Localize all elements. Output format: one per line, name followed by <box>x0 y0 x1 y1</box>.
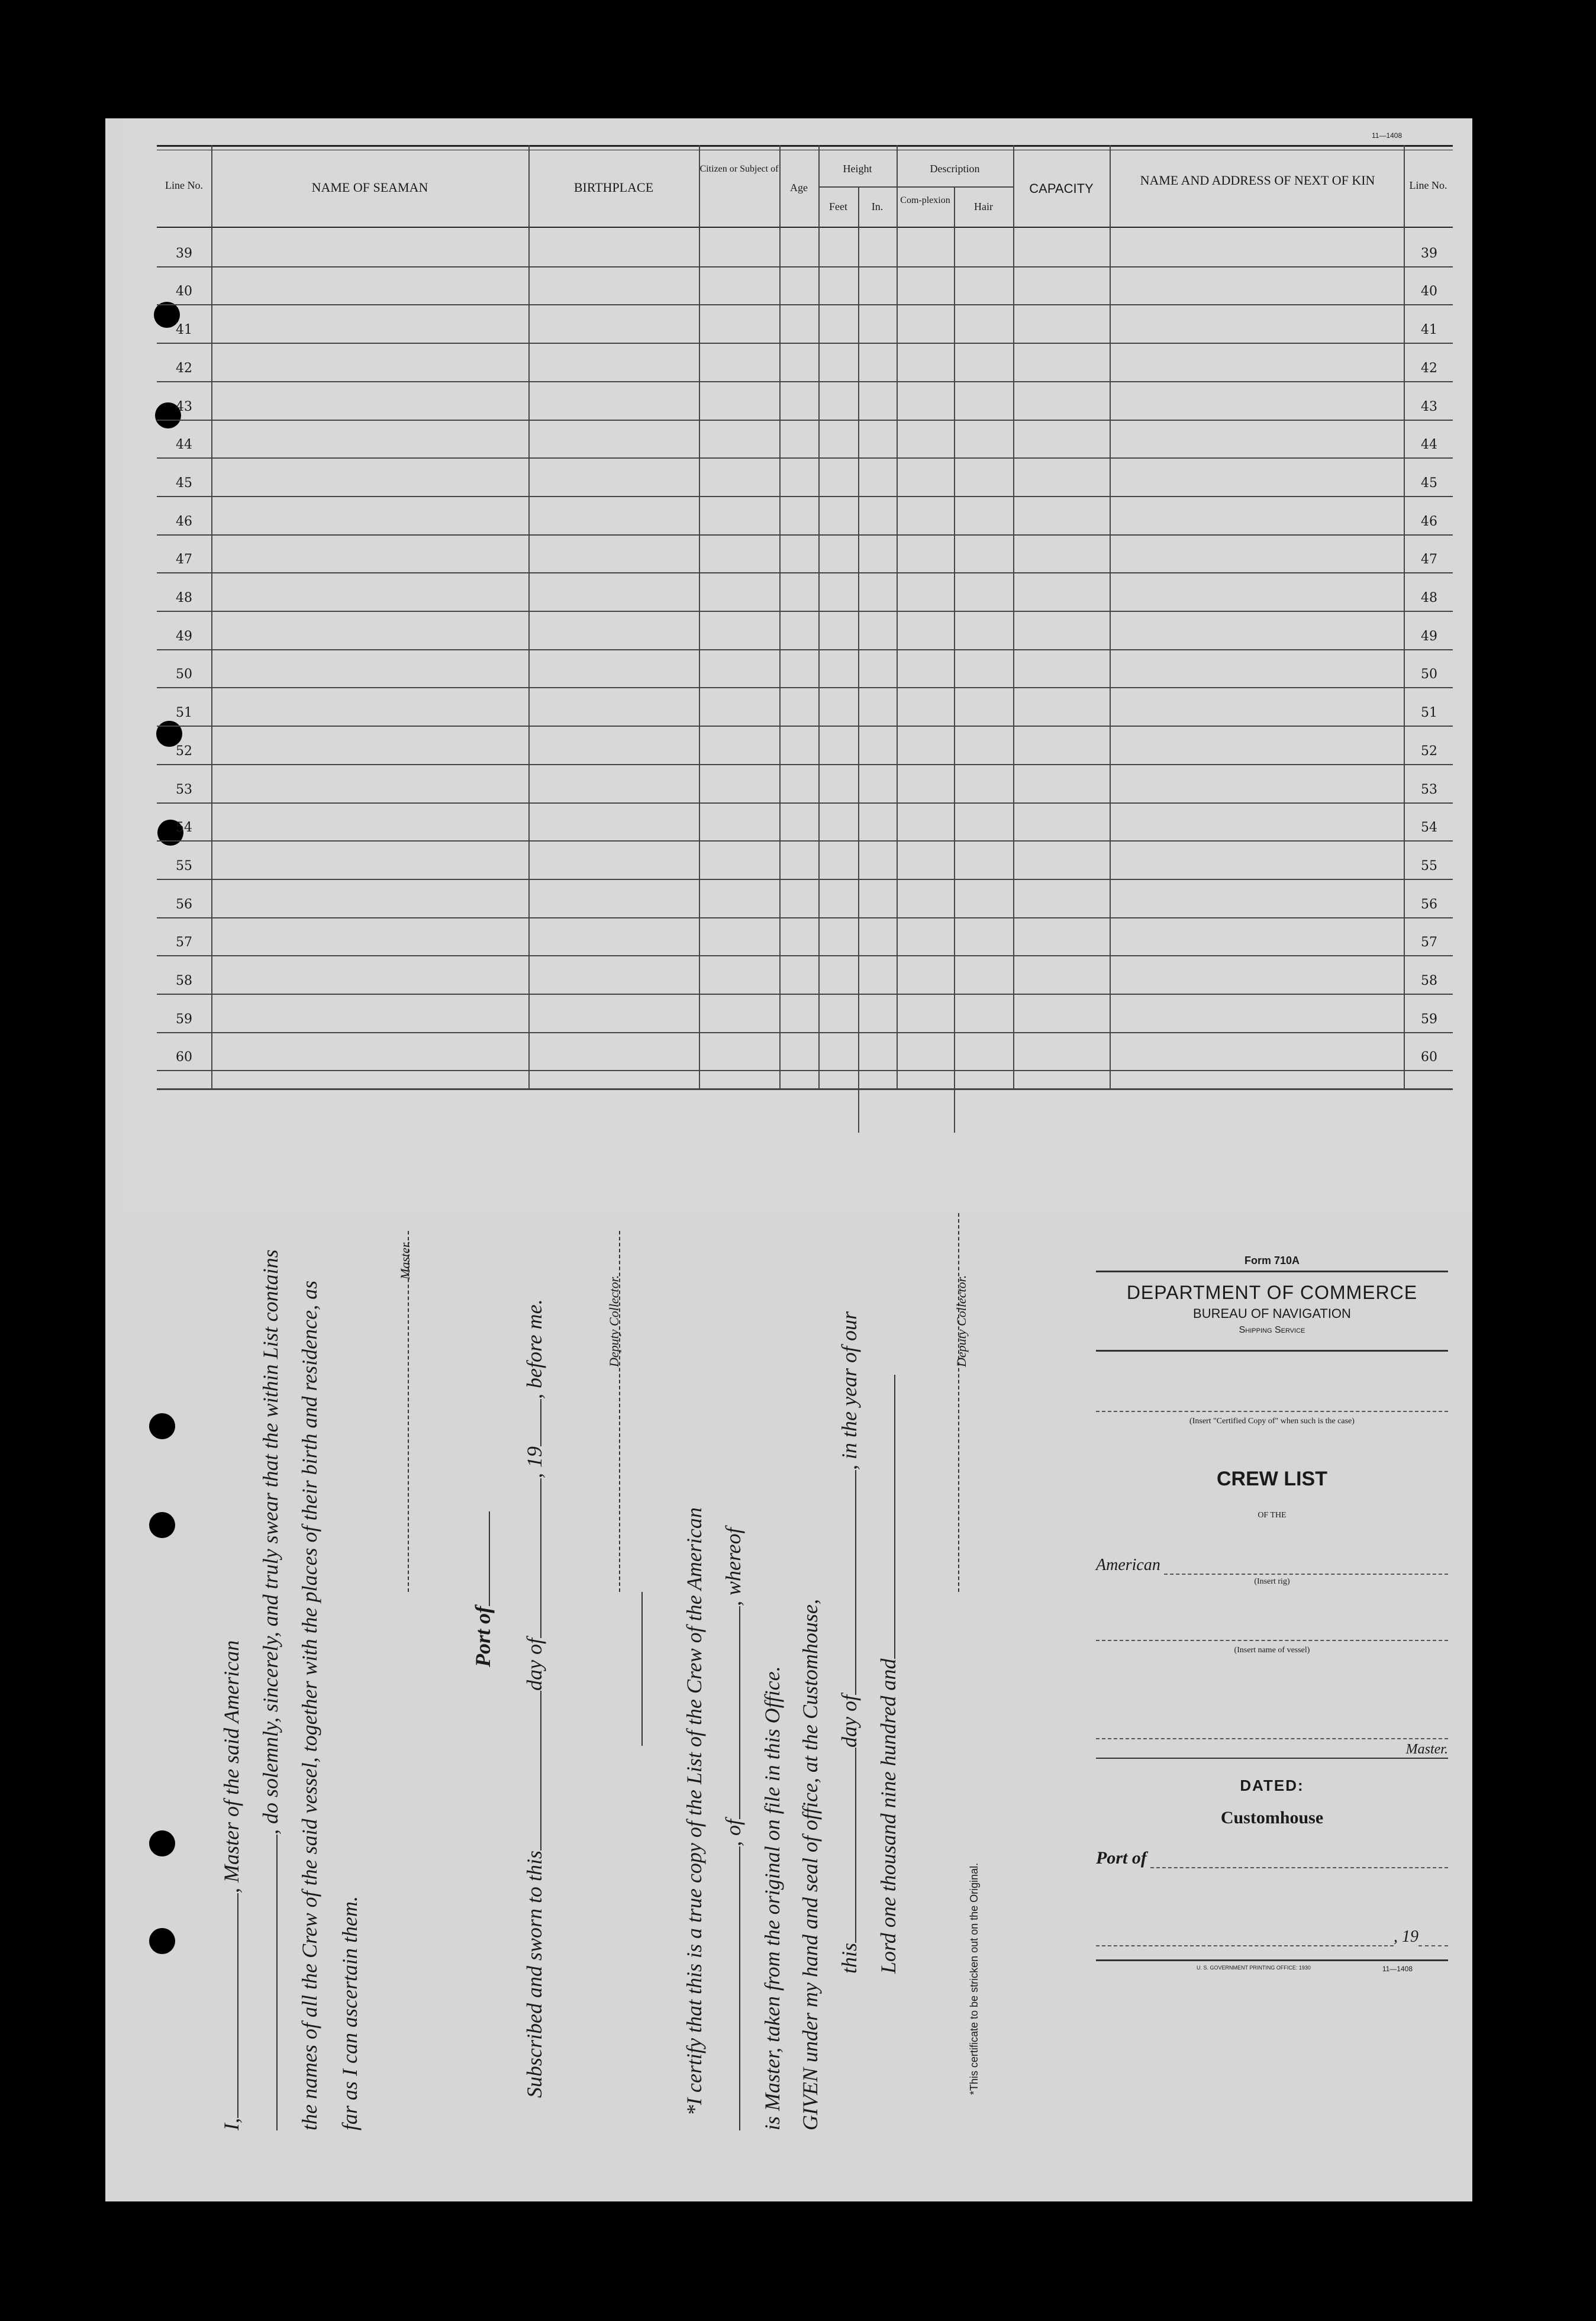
date-line <box>1096 1927 1448 1946</box>
deputy-collector-label-2: Deputy Collector. <box>954 1275 969 1367</box>
certified-hint: (Insert "Certified Copy of" when such is the case) <box>1189 1417 1355 1426</box>
header-hair: Hair <box>974 201 993 212</box>
punch-hole <box>149 1413 175 1439</box>
header-next-of-kin: NAME AND ADDRESS OF NEXT OF KIN <box>1140 173 1375 188</box>
row-number-left: 52 <box>176 743 192 759</box>
imprint-row <box>1096 1965 1448 1973</box>
certify-line-4: GIVEN under my hand and seal of office, at the Customhouse, <box>798 1599 822 2130</box>
deputy-collector-label: Deputy Collector. <box>607 1275 621 1367</box>
dated-label: DATED: <box>1240 1777 1304 1794</box>
certified-copy-line <box>1096 1411 1448 1412</box>
certify-line-2: , of, whereof <box>721 1527 746 2130</box>
table-row-line <box>157 764 1453 765</box>
header-line-no: Line No. <box>165 179 203 191</box>
table-row-line <box>157 381 1453 382</box>
certify-line-1: *I certify that this is a true copy of the List of the Crew of the American <box>682 1507 706 2116</box>
row-number-right: 44 <box>1421 437 1437 453</box>
row-number-right: 56 <box>1421 897 1437 912</box>
master-line <box>1096 1655 1448 1739</box>
separator-bar <box>641 1592 643 1746</box>
row-number-right: 41 <box>1421 323 1437 338</box>
crew-list-title: CREW LIST <box>1217 1468 1327 1490</box>
row-number-left: 41 <box>176 323 192 338</box>
deputy2-signature-line <box>940 1213 965 1592</box>
table-row-line <box>157 534 1453 536</box>
oath-line-4: far as I can ascertain them. <box>338 1896 362 2130</box>
master-label: Master. <box>398 1240 412 1279</box>
punch-hole <box>149 1830 175 1856</box>
insert-rig-hint: (Insert rig) <box>1254 1577 1290 1586</box>
row-number-left: 50 <box>176 667 192 682</box>
table-row-line <box>157 687 1453 688</box>
row-number-left: 48 <box>176 591 192 605</box>
table-row-line <box>157 840 1453 842</box>
customhouse-label: Customhouse <box>1220 1808 1324 1827</box>
certify-line-3: is Master, taken from the original on file in this Office. <box>760 1666 784 2130</box>
row-number-right: 60 <box>1421 1050 1437 1065</box>
row-number-right: 54 <box>1421 820 1437 836</box>
row-number-left: 40 <box>176 284 192 299</box>
service-title: Shipping Service <box>1239 1325 1305 1335</box>
master-signature-line <box>389 1231 414 1592</box>
row-number-right: 50 <box>1421 667 1437 682</box>
vessel-name-line <box>1096 1587 1448 1641</box>
header-birthplace: BIRTHPLACE <box>573 180 654 195</box>
row-number-right: 58 <box>1421 973 1437 988</box>
cover-form-number: 11—1408 <box>1382 1965 1413 1973</box>
oath-line-3: the names of all the Crew of the said vessel, together with the places of their birth and residence, as <box>298 1280 321 2130</box>
row-number-left: 49 <box>176 628 192 644</box>
american-rig-line <box>1096 1556 1448 1575</box>
insert-vessel-hint: (Insert name of vessel) <box>1234 1646 1310 1655</box>
cover-port-of-label: Port of <box>1096 1848 1147 1868</box>
row-number-left: 46 <box>176 514 192 529</box>
row-number-right: 55 <box>1421 858 1437 873</box>
bureau-title: BUREAU OF NAVIGATION <box>1193 1306 1351 1321</box>
punch-hole <box>149 1928 175 1954</box>
cover-master-label: Master. <box>1405 1742 1448 1757</box>
header-age: Age <box>790 182 808 194</box>
table-row-line <box>157 266 1453 267</box>
header-line-no-right: Line No. <box>1409 179 1447 191</box>
row-number-left: 44 <box>176 437 192 453</box>
header-complexion: Com-plexion <box>900 195 950 205</box>
subscribed-line: Subscribed and sworn to thisday of, 19, before me. <box>523 1299 546 2098</box>
row-number-right: 39 <box>1421 246 1437 261</box>
row-number-right: 47 <box>1421 552 1437 568</box>
row-number-right: 45 <box>1421 475 1437 491</box>
header-capacity: CAPACITY <box>1029 181 1094 196</box>
row-number-left: 57 <box>176 935 192 950</box>
row-number-left: 58 <box>176 973 192 988</box>
american-label: American <box>1096 1556 1160 1574</box>
table-row-line <box>157 726 1453 727</box>
row-number-right: 59 <box>1421 1011 1437 1027</box>
rule <box>1096 1959 1448 1961</box>
row-number-left: 59 <box>176 1011 192 1027</box>
table-row-line <box>157 1032 1453 1033</box>
table-row-line <box>157 611 1453 612</box>
of-the-label: OF THE <box>1258 1511 1287 1520</box>
table-row-line <box>157 802 1453 804</box>
row-number-left: 54 <box>176 820 192 836</box>
header-inches: In. <box>871 201 884 212</box>
table-row-line <box>157 879 1453 880</box>
row-number-left: 42 <box>176 360 192 376</box>
row-number-right: 51 <box>1421 705 1437 721</box>
row-number-left: 43 <box>176 399 192 414</box>
row-number-right: 43 <box>1421 399 1437 414</box>
row-number-left: 55 <box>176 858 192 873</box>
row-number-right: 53 <box>1421 782 1437 797</box>
printer-imprint: U. S. GOVERNMENT PRINTING OFFICE: 1930 <box>1197 1965 1311 1971</box>
row-number-left: 47 <box>176 552 192 568</box>
rule <box>1096 1758 1448 1759</box>
oath-line-1: I,, Master of the said American <box>220 1640 243 2130</box>
row-number-right: 52 <box>1421 743 1437 759</box>
table-row-line <box>157 420 1453 421</box>
table-row-line <box>157 994 1453 995</box>
port-of-line <box>1096 1848 1448 1868</box>
header-citizen: Citizen or Subject of <box>699 164 779 174</box>
certify-line-5: thisday of, in the year of our <box>837 1311 861 1974</box>
header-feet: Feet <box>829 201 847 212</box>
port-of-label: Port of <box>470 1511 495 1667</box>
crew-table <box>157 145 1453 1090</box>
row-number-right: 57 <box>1421 935 1437 950</box>
row-number-right: 48 <box>1421 591 1437 605</box>
punch-hole <box>149 1512 175 1538</box>
row-number-left: 39 <box>176 246 192 261</box>
form-number: 11—1408 <box>1372 131 1402 140</box>
row-number-left: 60 <box>176 1050 192 1065</box>
table-row-line <box>157 917 1453 918</box>
year-label: , 19 <box>1394 1927 1418 1946</box>
table-row-line <box>157 343 1453 344</box>
table-row-line <box>157 304 1453 305</box>
cover-label <box>1096 1255 1448 1973</box>
form-710a: Form 710A <box>1244 1255 1300 1266</box>
table-row-line <box>157 649 1453 650</box>
table-bottom-rule <box>157 1088 1453 1090</box>
header-description: Description <box>930 163 980 175</box>
row-number-left: 56 <box>176 897 192 912</box>
table-row-line <box>157 457 1453 459</box>
row-number-right: 49 <box>1421 628 1437 644</box>
table-row-line <box>157 1070 1453 1071</box>
row-number-right: 46 <box>1421 514 1437 529</box>
row-number-right: 40 <box>1421 284 1437 299</box>
table-row-line <box>157 572 1453 573</box>
table-row-line <box>157 496 1453 497</box>
oath-line-2: , do solemnly, sincerely, and truly swear that the within List contains <box>258 1249 283 2130</box>
department-title: DEPARTMENT OF COMMERCE <box>1126 1282 1418 1303</box>
certify-line-6: Lord one thousand nine hundred and <box>876 1375 901 1974</box>
row-number-left: 45 <box>176 475 192 491</box>
row-number-right: 42 <box>1421 360 1437 376</box>
header-name-of-seaman: NAME OF SEAMAN <box>311 180 428 195</box>
row-number-left: 51 <box>176 705 192 721</box>
header-height: Height <box>843 163 872 175</box>
row-number-left: 53 <box>176 782 192 797</box>
table-row-line <box>157 955 1453 956</box>
certificate-footnote: *This certificate to be stricken out on the Original. <box>968 1862 980 2095</box>
